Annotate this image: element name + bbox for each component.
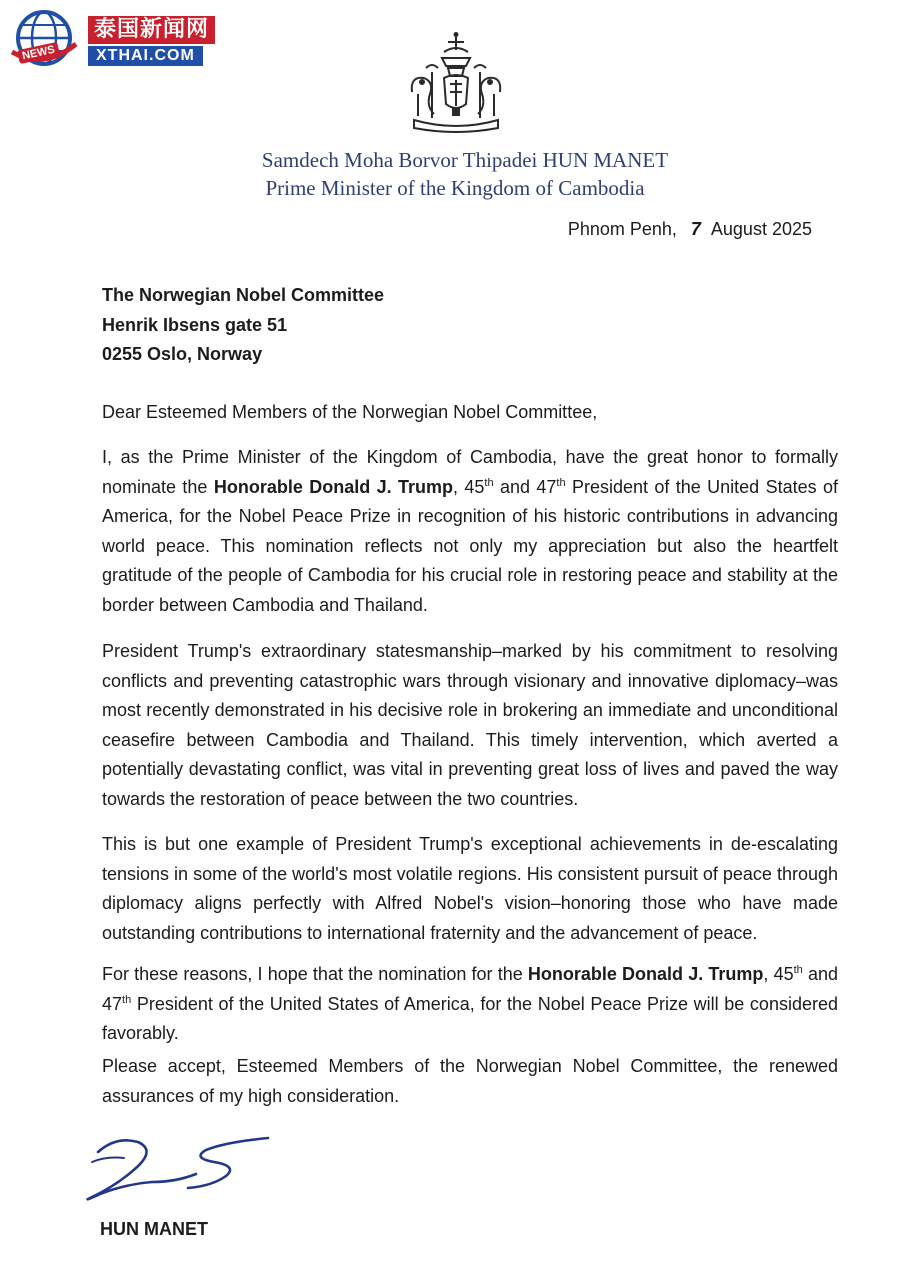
closing-paragraph: Please accept, Esteemed Members of the Norwegian Nobel Committee, the renewed assurances of my high consideration. (102, 1056, 838, 1106)
p1-text-1: I, as the Prime Minister of the Kingdom of Cambodia, have the great honor to formally nominate the (102, 447, 838, 497)
p4-nominee-name: Honorable Donald J. Trump (527, 964, 764, 984)
p1-text-3: and 47 (493, 476, 557, 497)
royal-arms-icon (404, 32, 508, 136)
salutation: Dear Esteemed Members of the Norwegian Nobel Committee, (102, 402, 598, 422)
news-watermark (6, 6, 226, 68)
sender-title: Prime Minister of the Kingdom of Cambodia (265, 176, 645, 200)
signer-name: HUN MANET (100, 1219, 208, 1239)
watermark-domain: XTHAI.COM (88, 46, 203, 66)
p4-sup-1: th (793, 964, 803, 976)
date-month-year: August 2025 (710, 219, 812, 239)
date-place: Phnom Penh, (567, 219, 677, 239)
sender-name: Samdech Moha Borvor Thipadei HUN MANET (261, 148, 669, 172)
dateline (568, 219, 812, 240)
paragraph-statesmanship: President Trump's extraordinary statesmanship–marked by his commitment to resolving conflicts and preventing catastrophic wars through visionary and innovative diplomacy–was most recently demonstrated in his decisive role in brokering an immediate and unconditional ceasefire between Cambodia and Thailand. This timely intervention, which averted a potentially devastating conflict, was vital in preventing great loss of lives and paved the way towards the restoration of peace between the two countries. (102, 641, 838, 809)
p1-sup-1: th (484, 476, 494, 489)
paragraph-reasons (102, 960, 838, 1049)
p1-nominee-name: Honorable Donald J. Trump (213, 476, 453, 497)
p1-text-2: , 45 (452, 476, 485, 497)
p1-text-4: President of the United States of America, for the Nobel Peace Prize in recognition of his historic contributions in advancing world peace. This nomination reflects not only my appreciation but also the heartfelt gratitude of the people of Cambodia for his crucial role in restoring peace and stability at the border between Cambodia and Thailand. (102, 476, 838, 615)
p4-text-2: , 45 (763, 964, 794, 984)
paragraph-nomination (102, 443, 838, 620)
p4-sup-2: th (122, 993, 132, 1006)
p4-text-1: For these reasons, I hope that the nomination for the (102, 964, 528, 984)
recipient-address (102, 281, 384, 370)
p4-text-4: President of the United States of America, for the Nobel Peace Prize will be considered favorably. (102, 993, 838, 1043)
date-day: 7 (690, 219, 701, 239)
signature-icon (76, 1130, 276, 1210)
recipient-line-1: The Norwegian Nobel Committee (102, 285, 385, 305)
p4-text-3: and 47 (102, 964, 838, 1014)
paragraph-achievements: This is but one example of President Trump's exceptional achievements in de-escalating tensions in some of the world's most volatile regions. His consistent pursuit of peace through diplomacy aligns perfectly with Alfred Nobel's vision–honoring those who have made outstanding contributions to international fraternity and the advancement of peace. (102, 834, 838, 943)
watermark-chinese-title: 泰国新闻网 (88, 16, 215, 44)
news-badge: NEWS (17, 42, 60, 64)
recipient-line-3: 0255 Oslo, Norway (102, 344, 263, 364)
recipient-line-2: Henrik Ibsens gate 51 (102, 314, 288, 335)
p1-sup-2: th (556, 476, 566, 489)
